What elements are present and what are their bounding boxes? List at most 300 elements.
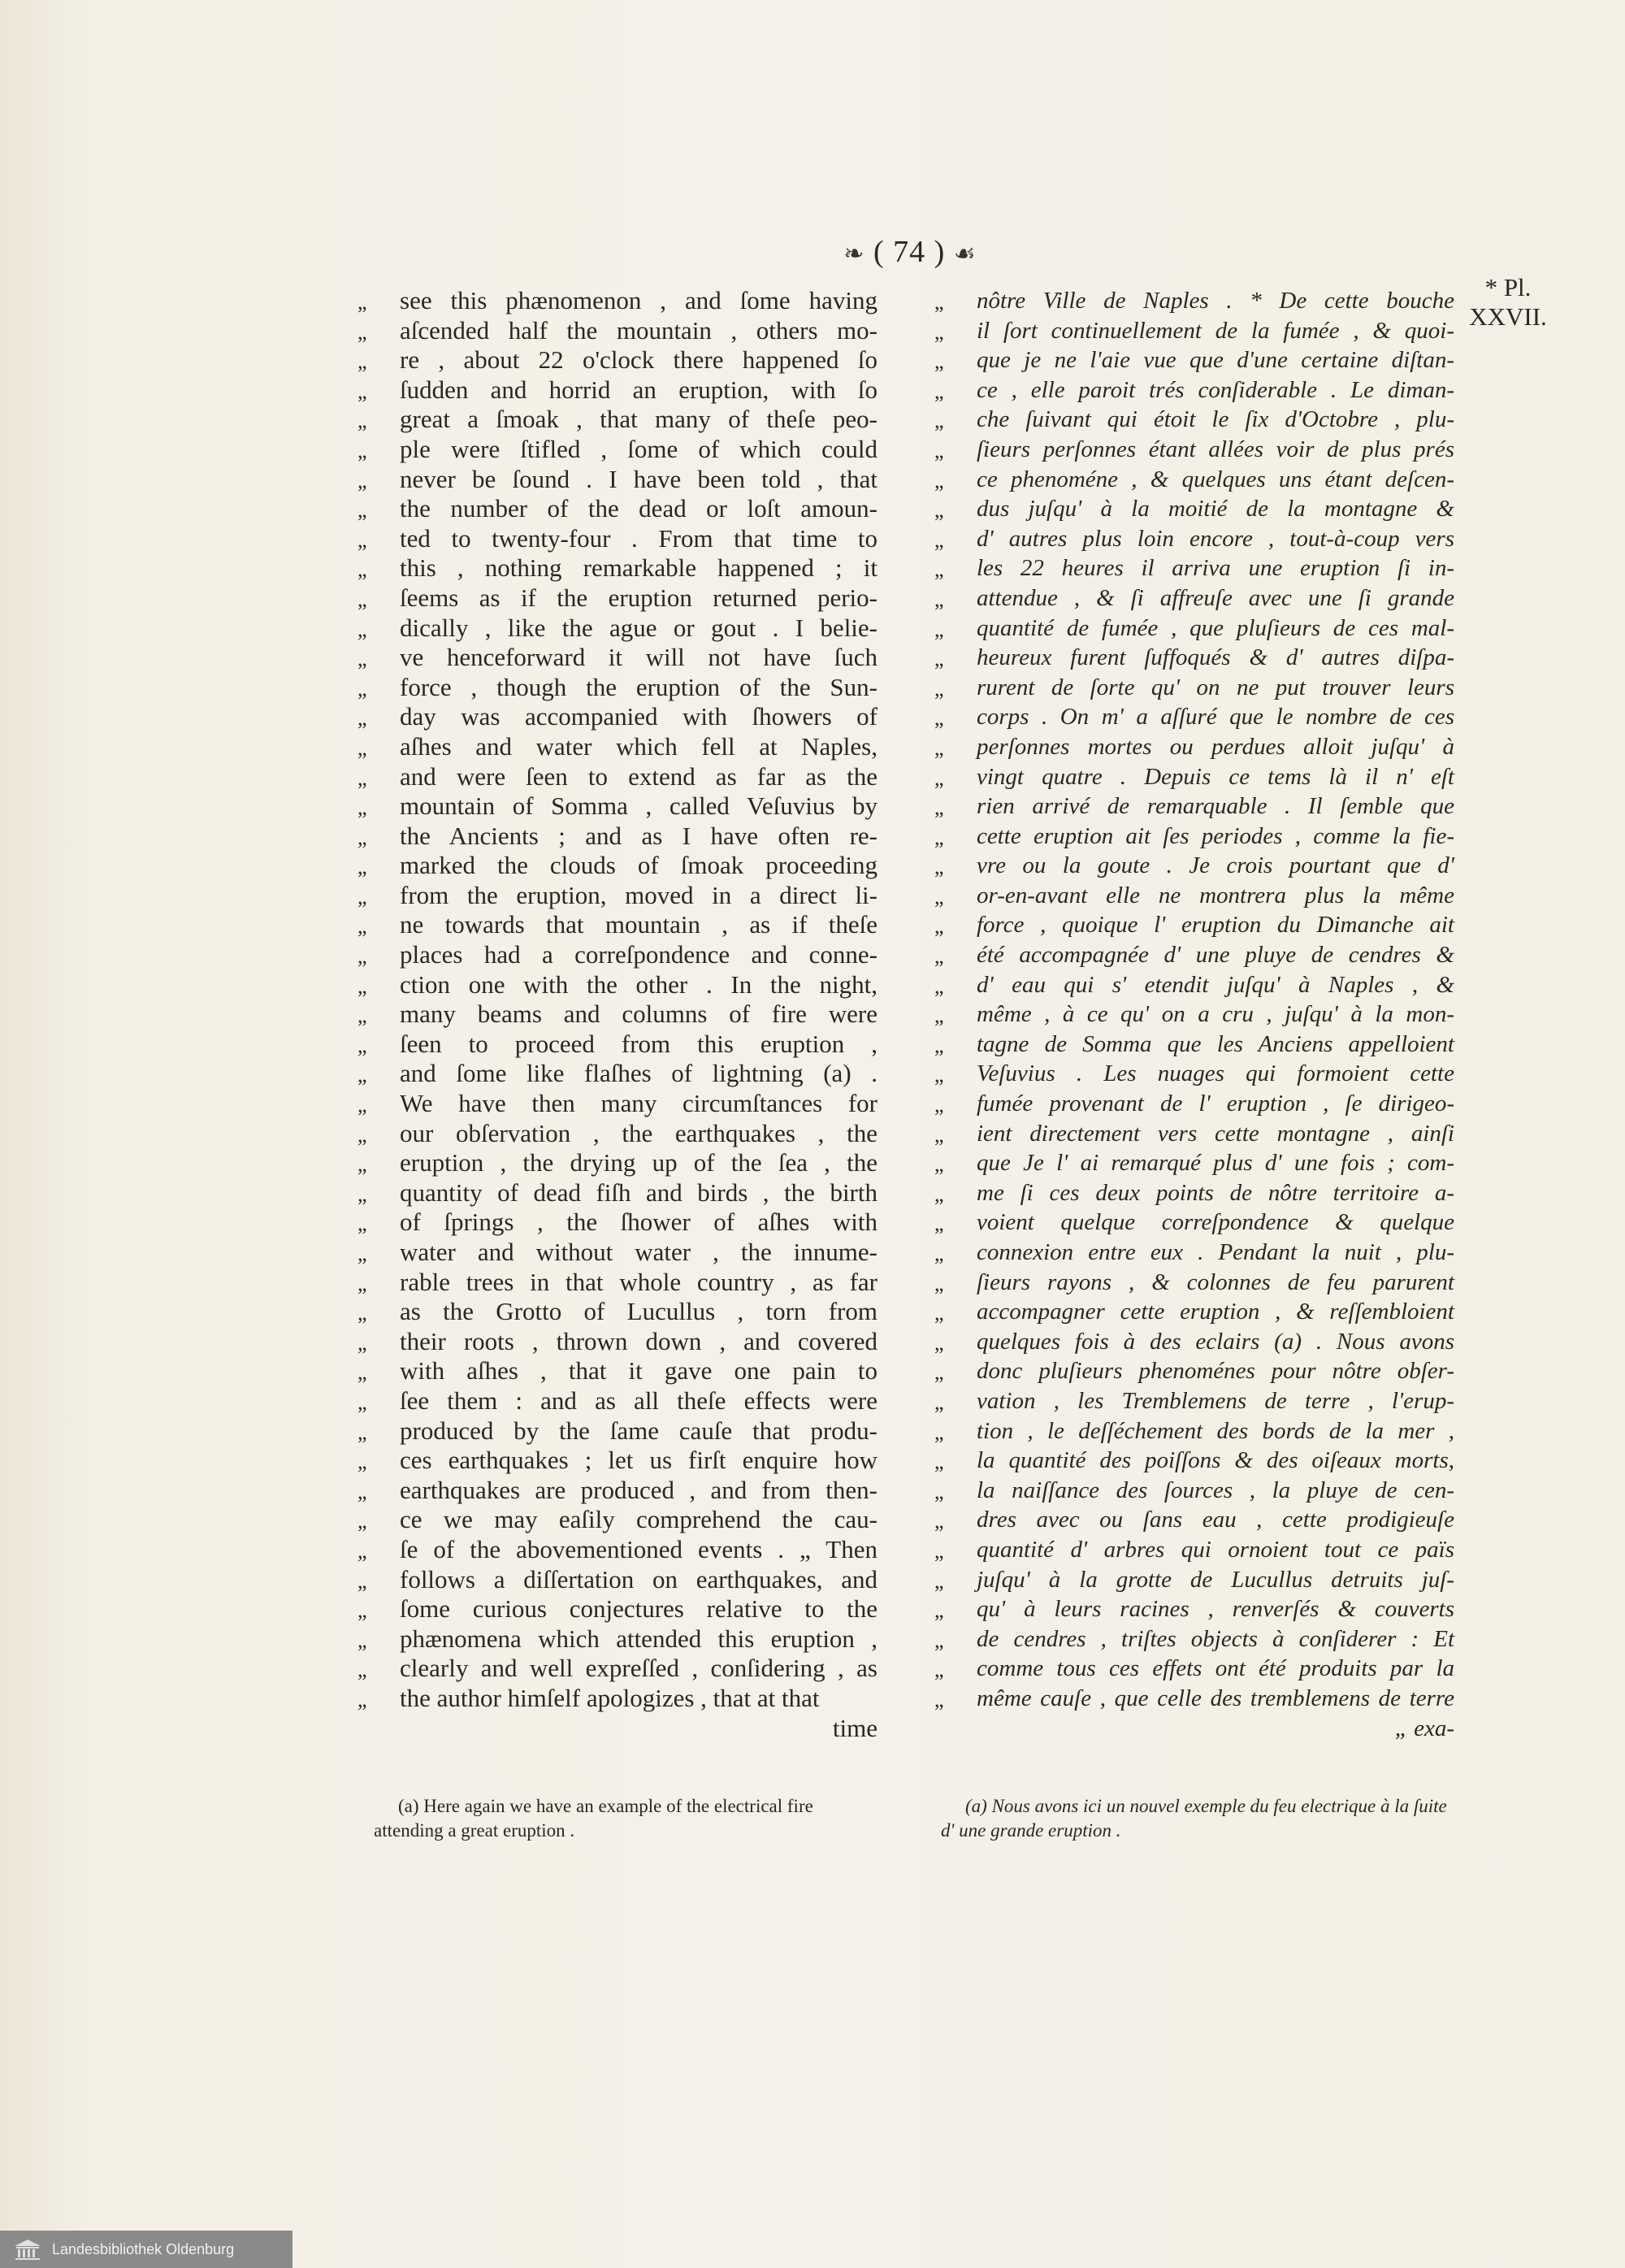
line-text: their roots , thrown down , and covered bbox=[400, 1326, 878, 1355]
line-text: ient directement vers cette montagne , ainſi bbox=[977, 1120, 1454, 1147]
line-text: d' eau qui s' etendit juſqu' à Naples , & bbox=[977, 971, 1454, 998]
quote-mark: „ bbox=[934, 1450, 944, 1474]
text-line bbox=[934, 851, 1454, 881]
line-text: attendue , & ſi affreuſe avec une ſi grande bbox=[977, 584, 1454, 611]
quote-mark: „ bbox=[358, 1390, 367, 1414]
quote-mark: „ bbox=[358, 765, 367, 790]
text-line bbox=[934, 1535, 1454, 1565]
line-text: ce we may eaſily comprehend the cau- bbox=[400, 1505, 878, 1534]
line-text: aſhes and water which fell at Naples, bbox=[400, 731, 878, 761]
line-text: quantité de fumée , que pluſieurs de ces mal- bbox=[977, 614, 1454, 641]
text-line bbox=[934, 1565, 1454, 1595]
quote-mark: „ bbox=[934, 765, 944, 790]
line-text: dus juſqu' à la moitié de la montagne & bbox=[977, 496, 1454, 523]
line-text: rien arrivé de remarquable . Il ſemble que bbox=[977, 793, 1454, 820]
text-line bbox=[934, 524, 1454, 554]
text-line bbox=[358, 583, 878, 614]
quote-mark: „ bbox=[934, 527, 944, 552]
text-line bbox=[358, 1624, 878, 1654]
line-text: never be ſound . I have been told , that bbox=[400, 464, 878, 493]
text-line bbox=[934, 1327, 1454, 1357]
quote-mark: „ bbox=[934, 1568, 944, 1593]
text-line bbox=[934, 881, 1454, 911]
line-text: d' autres plus loin encore , tout-à-coup vers bbox=[977, 525, 1454, 552]
text-line bbox=[934, 494, 1454, 524]
quote-mark: „ bbox=[358, 1033, 367, 1057]
quote-mark: „ bbox=[934, 706, 944, 731]
quote-mark: „ bbox=[358, 1212, 367, 1236]
quote-mark: „ bbox=[358, 1360, 367, 1385]
text-line bbox=[358, 1000, 878, 1030]
page-number: ( 74 ) bbox=[873, 235, 946, 269]
text-line bbox=[934, 1446, 1454, 1476]
line-text: accompagner cette eruption , & reſſembloient bbox=[977, 1299, 1454, 1325]
line-text: force , though the eruption of the Sun- bbox=[400, 672, 878, 701]
line-text: quelques fois à des eclairs (a) . Nous avons bbox=[977, 1328, 1454, 1355]
quote-mark: „ bbox=[358, 468, 367, 492]
text-line bbox=[358, 1535, 878, 1565]
text-line bbox=[934, 822, 1454, 852]
text-line bbox=[358, 1059, 878, 1089]
line-text: time bbox=[832, 1713, 878, 1742]
quote-mark: „ bbox=[934, 438, 944, 462]
quote-mark: „ bbox=[358, 1568, 367, 1593]
quote-mark: „ bbox=[358, 706, 367, 731]
text-line bbox=[358, 1148, 878, 1178]
text-line bbox=[934, 732, 1454, 762]
quote-mark: „ bbox=[934, 1301, 944, 1325]
line-text: ple were ſtifled , ſome of which could bbox=[400, 434, 878, 463]
quote-mark: „ bbox=[358, 587, 367, 611]
line-text: ne towards that mountain , as if theſe bbox=[400, 910, 878, 939]
quote-mark: „ bbox=[934, 1093, 944, 1117]
line-text: day was accompanied with ſhowers of bbox=[400, 702, 878, 731]
quote-mark: „ bbox=[358, 944, 367, 969]
quote-mark: „ bbox=[358, 1271, 367, 1295]
text-line bbox=[358, 851, 878, 881]
line-text: force , quoique l' eruption du Dimanche ait bbox=[977, 912, 1454, 939]
quote-mark: „ bbox=[358, 409, 367, 433]
line-text: mountain of Somma , called Veſuvius by bbox=[400, 791, 878, 821]
quote-mark: „ bbox=[358, 825, 367, 849]
text-line bbox=[358, 1208, 878, 1238]
line-text: même , à ce qu' on a cru , juſqu' à la mon- bbox=[977, 1001, 1454, 1028]
line-text: and ſome like flaſhes of lightning (a) . bbox=[400, 1059, 878, 1088]
ornament-right-icon: ☙ bbox=[953, 241, 977, 267]
text-line bbox=[934, 1416, 1454, 1446]
text-line bbox=[934, 405, 1454, 435]
text-line bbox=[934, 345, 1454, 375]
line-text: de cendres , triſtes objects à conſiderer : Et bbox=[977, 1625, 1454, 1652]
quote-mark: „ bbox=[934, 379, 944, 403]
text-line bbox=[934, 1297, 1454, 1327]
text-line bbox=[358, 1268, 878, 1298]
text-line bbox=[934, 940, 1454, 970]
line-text: ſeen to proceed from this eruption , bbox=[400, 1029, 878, 1058]
text-line bbox=[934, 1654, 1454, 1684]
text-line bbox=[358, 1119, 878, 1149]
line-text: places had a correſpondence and conne- bbox=[400, 940, 878, 969]
quote-mark: „ bbox=[358, 1004, 367, 1028]
line-text: with aſhes , that it gave one pain to bbox=[400, 1356, 878, 1386]
line-text: re , about 22 o'clock there happened ſo bbox=[400, 345, 878, 375]
quote-mark: „ bbox=[358, 1242, 367, 1265]
quote-mark: „ bbox=[358, 438, 367, 462]
quote-mark: „ bbox=[358, 676, 367, 700]
text-line bbox=[358, 940, 878, 970]
quote-mark: „ bbox=[358, 884, 367, 909]
text-line bbox=[358, 286, 878, 316]
text-line bbox=[358, 702, 878, 732]
quote-mark: „ bbox=[934, 825, 944, 849]
text-line bbox=[934, 1208, 1454, 1238]
text-line bbox=[358, 732, 878, 762]
quote-mark: „ bbox=[358, 1330, 367, 1355]
line-text: heureux furent ſuffoqués & d' autres diſpa- bbox=[977, 644, 1454, 671]
text-line bbox=[358, 1476, 878, 1506]
quote-mark: „ bbox=[934, 1538, 944, 1563]
line-text: ſe of the abovementioned events . „ Then bbox=[400, 1534, 878, 1563]
text-line bbox=[358, 1416, 878, 1446]
line-text: our obſervation , the earthquakes , the bbox=[400, 1118, 878, 1147]
line-text: qu' à leurs racines , renverſés & couverts bbox=[977, 1596, 1454, 1623]
quote-mark: „ bbox=[358, 974, 367, 998]
text-line bbox=[358, 316, 878, 346]
quote-mark: „ bbox=[358, 527, 367, 552]
text-line bbox=[934, 910, 1454, 940]
text-line bbox=[358, 643, 878, 673]
quote-mark: „ bbox=[934, 290, 944, 314]
line-text: the Ancients ; and as I have often re- bbox=[400, 821, 878, 850]
text-line bbox=[934, 435, 1454, 465]
line-text: comme tous ces effets ont été produits par la bbox=[977, 1655, 1454, 1682]
text-line bbox=[934, 1119, 1454, 1149]
text-line bbox=[358, 1714, 878, 1744]
line-text: connexion entre eux . Pendant la nuit , plu- bbox=[977, 1239, 1454, 1265]
library-building-icon bbox=[13, 2238, 42, 2261]
text-line bbox=[358, 1178, 878, 1208]
text-line bbox=[358, 1446, 878, 1476]
text-line bbox=[934, 553, 1454, 583]
quote-mark: „ bbox=[934, 676, 944, 700]
line-text: eruption , the drying up of the ſea , the bbox=[400, 1148, 878, 1177]
quote-mark: „ bbox=[934, 1152, 944, 1177]
quote-mark: „ bbox=[358, 855, 367, 879]
line-text: été accompagnée d' une pluye de cendres & bbox=[977, 942, 1454, 969]
text-line bbox=[934, 1386, 1454, 1416]
quote-mark: „ bbox=[934, 974, 944, 998]
quote-mark: „ bbox=[934, 587, 944, 611]
line-text: this , nothing remarkable happened ; it bbox=[400, 553, 878, 583]
line-text: vingt quatre . Depuis ce tems là il n' eſt bbox=[977, 763, 1454, 790]
line-text: Veſuvius . Les nuages qui formoient cette bbox=[977, 1060, 1454, 1087]
text-line bbox=[934, 1594, 1454, 1624]
quote-mark: „ bbox=[358, 1450, 367, 1474]
quote-mark: „ bbox=[934, 1509, 944, 1533]
line-text: dically , like the ague or gout . I belie- bbox=[400, 613, 878, 642]
quote-mark: „ bbox=[934, 1242, 944, 1265]
ornament-left-icon: ❧ bbox=[843, 241, 865, 267]
line-text: water and without water , the innume- bbox=[400, 1238, 878, 1266]
text-line bbox=[358, 1356, 878, 1386]
line-text: la naiſſance des ſources , la pluye de cen- bbox=[977, 1477, 1454, 1503]
quote-mark: „ bbox=[358, 1093, 367, 1117]
text-line bbox=[358, 1684, 878, 1714]
text-line bbox=[358, 1327, 878, 1357]
line-text: me ſi ces deux points de nôtre territoire a- bbox=[977, 1179, 1454, 1206]
quote-mark: „ bbox=[358, 1420, 367, 1444]
line-text: earthquakes are produced , and from then- bbox=[400, 1475, 878, 1504]
quote-mark: „ bbox=[934, 1420, 944, 1444]
quote-mark: „ bbox=[934, 1479, 944, 1503]
quote-mark: „ bbox=[934, 349, 944, 374]
line-text: of ſprings , the ſhower of aſhes with bbox=[400, 1208, 878, 1237]
text-line bbox=[358, 1386, 878, 1416]
text-line bbox=[358, 553, 878, 583]
quote-mark: „ bbox=[934, 557, 944, 582]
margin-note-line: XXVII. bbox=[1469, 302, 1547, 331]
quote-mark: „ bbox=[934, 796, 944, 820]
line-text: nôtre Ville de Naples . * De cette bouche bbox=[977, 288, 1454, 314]
text-line bbox=[934, 583, 1454, 614]
line-text: „ exa- bbox=[1394, 1715, 1454, 1741]
line-text: from the eruption, moved in a direct li- bbox=[400, 880, 878, 909]
quote-mark: „ bbox=[358, 1301, 367, 1325]
quote-mark: „ bbox=[358, 735, 367, 760]
library-watermark bbox=[0, 2231, 292, 2268]
line-text: fumée provenant de l' eruption , ſe dirigeo- bbox=[977, 1091, 1454, 1117]
text-line bbox=[358, 881, 878, 911]
library-name: Landesbibliothek Oldenburg bbox=[52, 2240, 235, 2257]
quote-mark: „ bbox=[358, 1152, 367, 1177]
text-line bbox=[358, 1089, 878, 1119]
quote-mark: „ bbox=[358, 617, 367, 641]
line-text: ces earthquakes ; let us firſt enquire how bbox=[400, 1446, 878, 1475]
text-line bbox=[358, 1565, 878, 1595]
footnote-french: (a) Nous avons ici un nouvel exemple du feu electrique à la ſuite d' une grande eruption . bbox=[941, 1796, 1447, 1841]
quote-mark: „ bbox=[358, 349, 367, 374]
quote-mark: „ bbox=[358, 1598, 367, 1623]
text-line bbox=[358, 614, 878, 644]
line-text: corps . On m' a aſſuré que le nombre de ces bbox=[977, 704, 1454, 731]
line-text: ction one with the other . In the night, bbox=[400, 969, 878, 999]
text-line bbox=[934, 1059, 1454, 1089]
quote-mark: „ bbox=[358, 1687, 367, 1711]
quote-mark: „ bbox=[934, 1033, 944, 1057]
english-column bbox=[358, 286, 878, 1743]
line-text: vation , les Tremblemens de terre , l'erup- bbox=[977, 1387, 1454, 1414]
quote-mark: „ bbox=[934, 1598, 944, 1623]
text-line bbox=[934, 286, 1454, 316]
quote-mark: „ bbox=[934, 1628, 944, 1652]
text-line bbox=[358, 1238, 878, 1268]
quote-mark: „ bbox=[934, 1330, 944, 1355]
line-text: juſqu' à la grotte de Lucullus detruits juſ- bbox=[977, 1566, 1454, 1593]
quote-mark: „ bbox=[934, 1360, 944, 1385]
quote-mark: „ bbox=[934, 498, 944, 523]
text-line bbox=[358, 673, 878, 703]
text-line bbox=[358, 1594, 878, 1624]
line-text: même cauſe , que celle des tremblemens de terre bbox=[977, 1685, 1454, 1711]
quote-mark: „ bbox=[358, 1538, 367, 1563]
line-text: les 22 heures il arriva une eruption ſi in- bbox=[977, 555, 1454, 582]
line-text: che ſuivant qui étoit le ſix d'Octobre , plu- bbox=[977, 406, 1454, 433]
text-line bbox=[358, 910, 878, 940]
line-text: donc pluſieurs phenoménes pour nôtre obſer- bbox=[977, 1358, 1454, 1385]
quote-mark: „ bbox=[934, 1390, 944, 1414]
line-text: ve henceforward it will not have ſuch bbox=[400, 643, 878, 672]
line-text: il ſort continuellement de la fumée , & quoi- bbox=[977, 317, 1454, 344]
line-text: tion , le deſſéchement des bords de la mer , bbox=[977, 1417, 1454, 1444]
line-text: great a ſmoak , that many of theſe peo- bbox=[400, 405, 878, 434]
line-text: many beams and columns of fire were bbox=[400, 1000, 878, 1029]
text-line bbox=[358, 524, 878, 554]
text-line bbox=[934, 465, 1454, 495]
line-text: ted to twenty-four . From that time to bbox=[400, 523, 878, 553]
line-text: que je ne l'aie vue que d'une certaine diſtan- bbox=[977, 347, 1454, 374]
text-line bbox=[934, 1238, 1454, 1268]
line-text: rurent de ſorte qu' on ne put trouver leurs bbox=[977, 674, 1454, 700]
quote-mark: „ bbox=[934, 884, 944, 909]
quote-mark: „ bbox=[934, 617, 944, 641]
line-text: ſeems as if the eruption returned perio- bbox=[400, 583, 878, 612]
line-text: que Je l' ai remarqué plus d' une fois ; com- bbox=[977, 1150, 1454, 1177]
text-line bbox=[934, 1178, 1454, 1208]
quote-mark: „ bbox=[358, 498, 367, 523]
quote-mark: „ bbox=[358, 379, 367, 403]
text-line bbox=[934, 762, 1454, 792]
text-line bbox=[934, 1148, 1454, 1178]
quote-mark: „ bbox=[934, 914, 944, 939]
text-line bbox=[934, 1684, 1454, 1714]
quote-mark: „ bbox=[934, 855, 944, 879]
line-text: as the Grotto of Lucullus , torn from bbox=[400, 1297, 878, 1326]
text-line bbox=[934, 673, 1454, 703]
quote-mark: „ bbox=[934, 1004, 944, 1028]
margin-note-line: * Pl. bbox=[1484, 273, 1532, 301]
line-text: follows a diſſertation on earthquakes, and bbox=[400, 1564, 878, 1594]
line-text: ſome curious conjectures relative to the bbox=[400, 1594, 878, 1624]
footnote-english: (a) Here again we have an example of the electrical fire attending a great eruption . bbox=[374, 1796, 813, 1841]
quote-mark: „ bbox=[934, 319, 944, 344]
line-text: phænomena which attended this eruption , bbox=[400, 1624, 878, 1653]
text-line bbox=[934, 1624, 1454, 1654]
line-text: ſieurs rayons , & colonnes de feu parurent bbox=[977, 1268, 1454, 1295]
line-text: We have then many circumſtances for bbox=[400, 1089, 878, 1118]
text-line bbox=[358, 1030, 878, 1060]
quote-mark: „ bbox=[934, 1658, 944, 1682]
text-line bbox=[358, 435, 878, 465]
quote-mark: „ bbox=[358, 1182, 367, 1206]
text-line bbox=[934, 791, 1454, 822]
quote-mark: „ bbox=[934, 1271, 944, 1295]
quote-mark: „ bbox=[934, 409, 944, 433]
line-text: voient quelque correſpondence & quelque bbox=[977, 1209, 1454, 1236]
line-text: marked the clouds of ſmoak proceeding bbox=[400, 851, 878, 880]
quote-mark: „ bbox=[934, 1212, 944, 1236]
line-text: produced by the ſame cauſe that produ- bbox=[400, 1416, 878, 1445]
line-text: quantité d' arbres qui ornoient tout ce païs bbox=[977, 1536, 1454, 1563]
text-line bbox=[934, 1000, 1454, 1030]
text-line bbox=[934, 970, 1454, 1000]
french-column bbox=[934, 286, 1454, 1743]
quote-mark: „ bbox=[358, 647, 367, 671]
text-line bbox=[934, 1030, 1454, 1060]
quote-mark: „ bbox=[358, 1479, 367, 1503]
text-line bbox=[934, 1714, 1454, 1744]
line-text: and were ſeen to extend as far as the bbox=[400, 761, 878, 791]
text-line bbox=[358, 762, 878, 792]
quote-mark: „ bbox=[934, 944, 944, 969]
line-text: ſee them : and as all theſe effects were bbox=[400, 1386, 878, 1415]
text-line bbox=[358, 1505, 878, 1535]
text-line bbox=[358, 970, 878, 1000]
text-line bbox=[358, 375, 878, 405]
text-line bbox=[934, 316, 1454, 346]
text-line bbox=[934, 1356, 1454, 1386]
quote-mark: „ bbox=[358, 1063, 367, 1087]
line-text: dres avec ou ſans eau , cette prodigieuſe bbox=[977, 1507, 1454, 1533]
quote-mark: „ bbox=[934, 1182, 944, 1206]
quote-mark: „ bbox=[358, 319, 367, 344]
text-line bbox=[358, 405, 878, 435]
line-text: ce phenoméne , & quelques uns étant deſcen- bbox=[977, 466, 1454, 492]
quote-mark: „ bbox=[358, 290, 367, 314]
line-text: cette eruption ait ſes periodes , comme la fie- bbox=[977, 822, 1454, 849]
text-line bbox=[934, 1089, 1454, 1119]
text-line bbox=[358, 1654, 878, 1684]
quote-mark: „ bbox=[358, 1628, 367, 1652]
quote-mark: „ bbox=[934, 468, 944, 492]
text-line bbox=[358, 822, 878, 852]
text-line bbox=[934, 702, 1454, 732]
line-text: clearly and well expreſſed , conſidering , as bbox=[400, 1654, 878, 1683]
line-text: perſonnes mortes ou perdues alloit juſqu' à bbox=[977, 733, 1454, 760]
quote-mark: „ bbox=[358, 914, 367, 939]
line-text: ſieurs perſonnes étant allées voir de plus prés bbox=[977, 436, 1454, 462]
quote-mark: „ bbox=[358, 1509, 367, 1533]
text-line bbox=[358, 465, 878, 495]
text-line bbox=[934, 1476, 1454, 1506]
quote-mark: „ bbox=[358, 1658, 367, 1682]
line-text: aſcended half the mountain , others mo- bbox=[400, 315, 878, 345]
line-text: vre ou la goute . Je crois pourtant que d' bbox=[977, 852, 1454, 879]
text-line bbox=[358, 1297, 878, 1327]
quote-mark: „ bbox=[358, 1122, 367, 1147]
quote-mark: „ bbox=[934, 1063, 944, 1087]
text-line bbox=[358, 494, 878, 524]
line-text: the number of the dead or loſt amoun- bbox=[400, 494, 878, 523]
quote-mark: „ bbox=[934, 1687, 944, 1711]
text-line bbox=[934, 375, 1454, 405]
text-line bbox=[934, 1268, 1454, 1298]
line-text: see this phænomenon , and ſome having bbox=[400, 286, 878, 314]
page-header bbox=[821, 234, 999, 270]
quote-mark: „ bbox=[358, 796, 367, 820]
line-text: or-en-avant elle ne montrera plus la même bbox=[977, 882, 1454, 909]
line-text: ce , elle paroit trés conſiderable . Le diman- bbox=[977, 376, 1454, 403]
quote-mark: „ bbox=[934, 735, 944, 760]
quote-mark: „ bbox=[358, 557, 367, 582]
quote-mark: „ bbox=[934, 647, 944, 671]
line-text: la quantité des poiſſons & des oiſeaux morts, bbox=[977, 1447, 1454, 1474]
quote-mark: „ bbox=[934, 1122, 944, 1147]
line-text: tagne de Somma que les Anciens appelloient bbox=[977, 1030, 1454, 1057]
line-text: rable trees in that whole country , as far bbox=[400, 1267, 878, 1296]
line-text: quantity of dead fiſh and birds , the birth bbox=[400, 1177, 878, 1207]
line-text: the author himſelf apologizes , that at that bbox=[400, 1683, 820, 1712]
text-line bbox=[934, 643, 1454, 673]
